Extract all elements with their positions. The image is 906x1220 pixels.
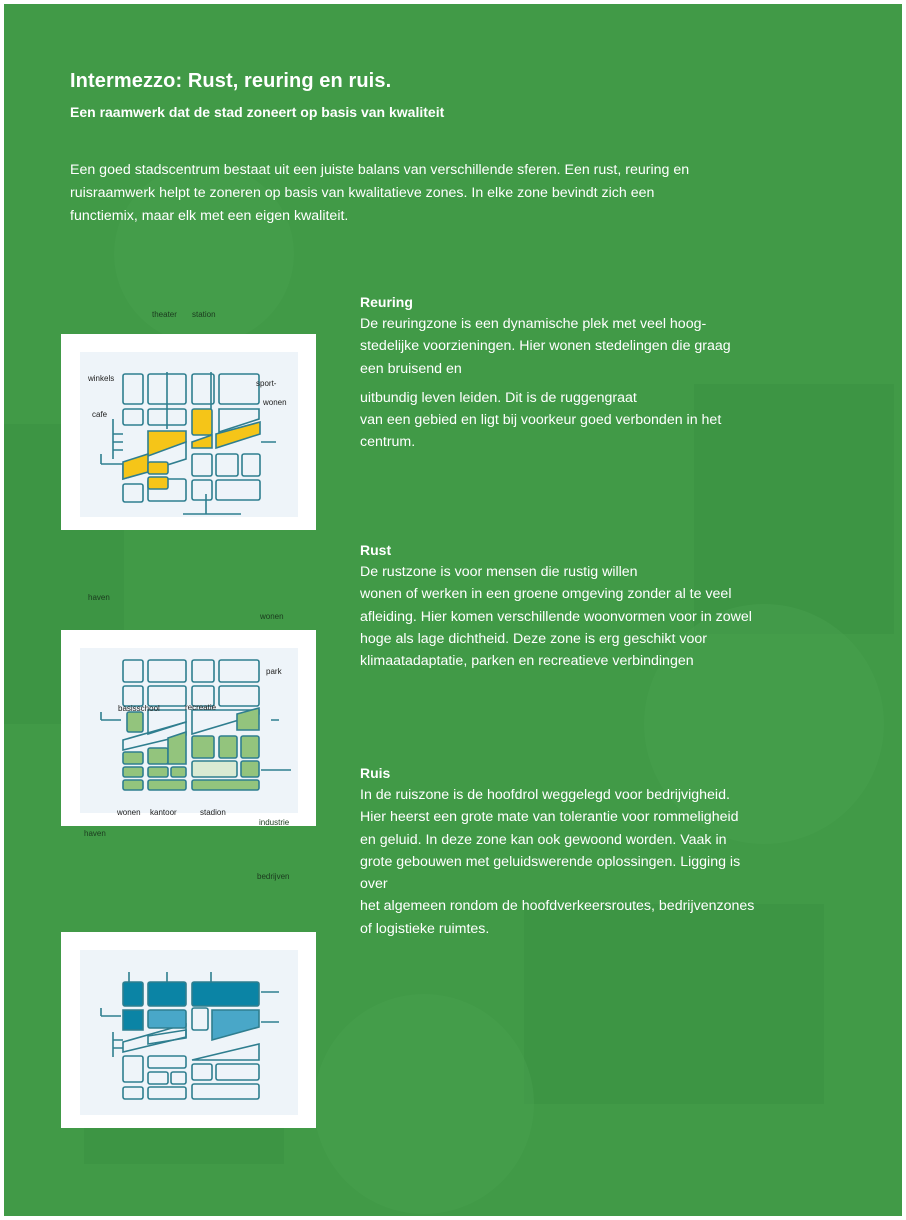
section-line: Hier heerst een grote mate van tolerantie voor rommeligheid — [360, 809, 739, 826]
map-label-wonen: wonen — [117, 808, 141, 817]
map-label-stadion: stadion — [200, 808, 226, 817]
section-title: Rust — [360, 542, 392, 558]
section-line: De rustzone is voor mensen die rustig willen — [360, 564, 638, 580]
map-label-winkels: winkels — [88, 374, 115, 383]
map-label-basisschool: basisschool — [118, 704, 160, 713]
section-line: klimaatadaptatie, parken en recreatieve verbindingen — [360, 653, 694, 670]
section-line: een bruisend en — [360, 360, 462, 377]
map-reuring-drawing — [61, 334, 316, 530]
map-label-sport: sport- — [256, 379, 277, 388]
map-label-haven: haven — [88, 593, 110, 602]
intro-line: functiemix, maar elk met een eigen kwaliteit. — [70, 208, 349, 224]
section-line: hoge als lage dichtheid. Deze zone is erg geschikt voor — [360, 630, 708, 647]
map-ruis — [61, 932, 316, 1128]
map-label-park: park — [266, 667, 282, 676]
intro-line: Een goed stadscentrum bestaat uit een juiste balans van verschillende sferen. Een rust, reuring en — [70, 162, 690, 178]
map-rust-drawing — [61, 630, 316, 826]
intro-paragraph — [70, 159, 850, 228]
section-line: uitbundig leven leiden. Dit is de ruggengraat — [360, 389, 637, 406]
section-ruis — [360, 762, 860, 940]
map-label-cafe: cafe — [92, 410, 108, 419]
section-title: Ruis — [360, 765, 391, 781]
map-label-bedrijven: bedrijven — [257, 872, 290, 881]
map-label-haven-bottom: haven — [84, 829, 106, 838]
map-label-wonen: wonen — [263, 398, 287, 407]
intro-line: ruisraamwerk helpt te zoneren op basis van kwalitatieve zones. In elke zone bevindt zich een — [70, 185, 655, 201]
rust-park-light — [192, 761, 237, 777]
section-title: Reuring — [360, 294, 413, 310]
map-label-industrie: industrie — [259, 818, 290, 827]
section-line: wonen of werken in een groene omgeving zonder al te veel — [360, 586, 732, 603]
poster-page — [4, 4, 902, 1216]
page-subtitle: Een raamwerk dat de stad zoneert op basis van kwaliteit — [70, 104, 445, 120]
page-title: Intermezzo: Rust, reuring en ruis. — [70, 70, 392, 92]
section-line: De reuringzone is een dynamische plek met veel hoog- — [360, 316, 707, 332]
map-label-kantoor: kantoor — [150, 808, 177, 817]
map-label-recreatie: recreatie — [185, 703, 217, 712]
section-line: het algemeen rondom de hoofdverkeersroutes, bedrijvenzones — [360, 898, 755, 915]
section-line: stedelijke voorzieningen. Hier wonen stedelingen die graag — [360, 338, 731, 355]
section-line: en geluid. In deze zone kan ook gewoond worden. Vaak in — [360, 831, 727, 848]
map-label-theater: theater — [152, 310, 177, 319]
section-line: of logistieke ruimtes. — [360, 920, 490, 937]
map-label-station: station — [192, 310, 216, 319]
section-line: centrum. — [360, 434, 416, 451]
map-ruis-drawing — [61, 932, 316, 1128]
section-line: van een gebied en ligt bij voorkeur goed verbonden in het — [360, 412, 722, 429]
map-rust — [61, 630, 316, 826]
section-reuring — [360, 291, 860, 454]
map-reuring — [61, 334, 316, 530]
section-line: grote gebouwen met geluidswerende oplossingen. Ligging is — [360, 853, 741, 870]
map-label-wonen-top: wonen — [260, 612, 284, 621]
section-rust — [360, 539, 860, 672]
section-line: In de ruiszone is de hoofdrol weggelegd voor bedrijvigheid. — [360, 787, 730, 803]
section-line: afleiding. Hier komen verschillende woonvormen voor in zowel — [360, 608, 752, 625]
section-line: over — [360, 876, 388, 893]
